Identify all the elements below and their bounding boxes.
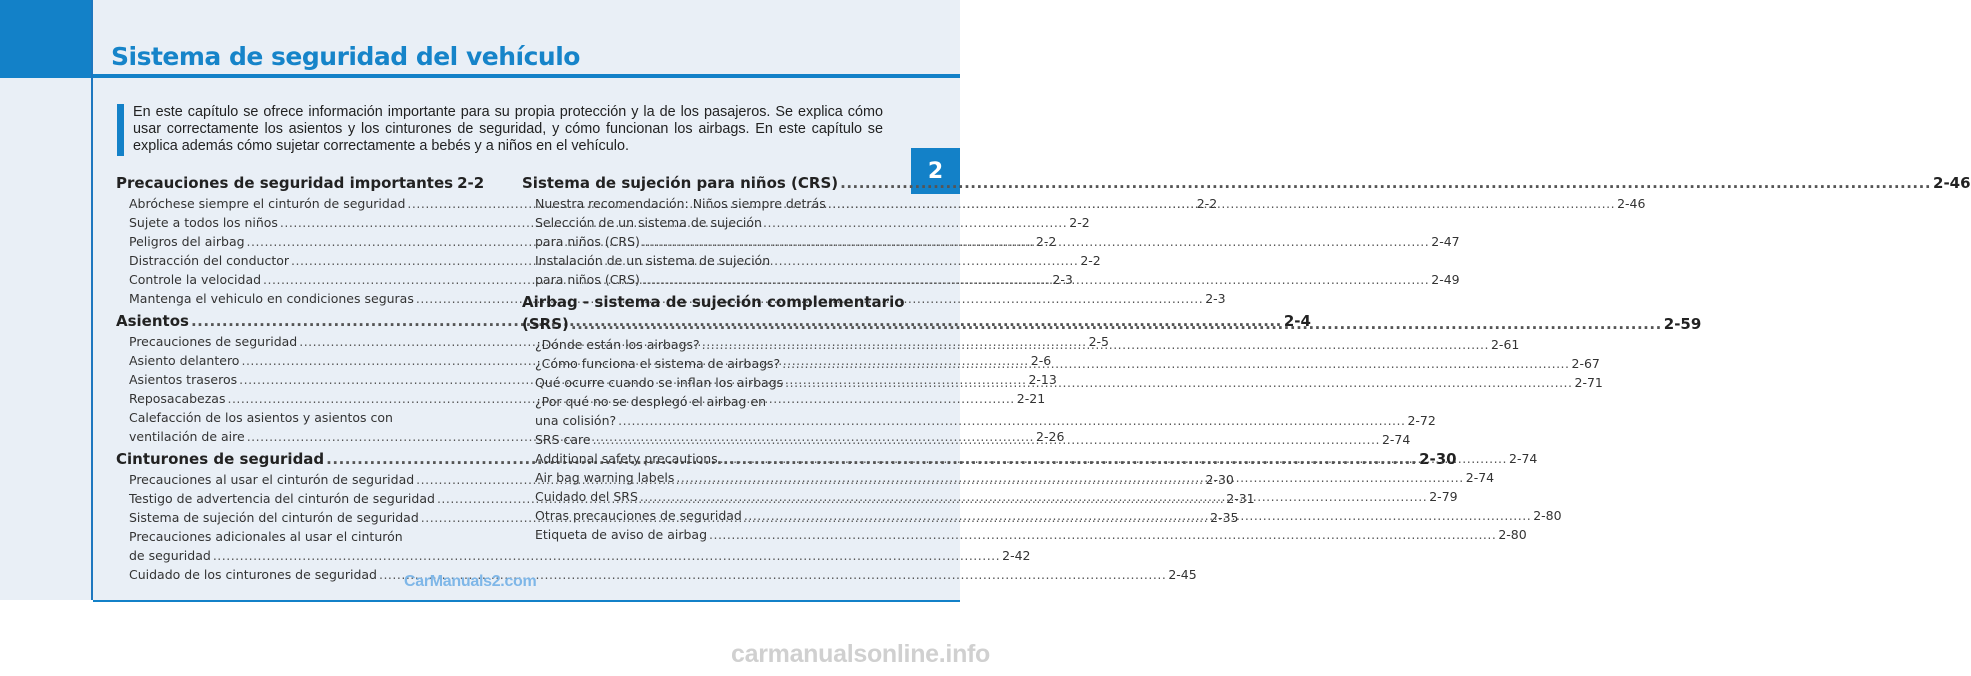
toc-entry[interactable] (522, 291, 905, 313)
toc-entry[interactable] (116, 172, 485, 194)
toc-entry[interactable] (522, 392, 886, 411)
toc-page: 2-67 (1571, 356, 1600, 371)
toc-label: Calefacción de los asientos y asientos con (129, 410, 393, 425)
toc-label: Reposacabezas (129, 391, 226, 406)
toc-page: 2-3 (1205, 291, 1226, 306)
toc-label: Precauciones de seguridad importantes (116, 174, 454, 192)
toc-page: 2-49 (1431, 272, 1460, 287)
toc-page: 2-74 (1509, 451, 1538, 466)
toc-label: de seguridad (129, 548, 211, 563)
toc-entry[interactable] (116, 408, 480, 427)
toc-label: Testigo de advertencia del cinturón de seguridad (129, 491, 435, 506)
toc-page: 2-45 (1168, 567, 1197, 582)
toc-label: Nuestra recomendación: Niños siempre detrás (535, 196, 826, 211)
toc-label: ¿Cómo funciona el sistema de airbags? (535, 356, 781, 371)
toc-entry[interactable] (522, 251, 886, 270)
toc-label: Controle la velocidad (129, 272, 262, 287)
toc-page: 2-47 (1431, 234, 1460, 249)
toc-page: 2-21 (1016, 391, 1046, 406)
toc-entry[interactable] (522, 213, 886, 232)
intro-text: En este capítulo se ofrece información importante para su propia protección y la de los pasajeros. Se explica cómo usar correctamente los asientos y los cinturones de seguridad, y cómo funcionan los airbags. En este capítulo se explica además cómo sujetar correctamente a bebés y a niños en el vehículo. (133, 104, 883, 154)
toc-page: 2-61 (1490, 337, 1520, 352)
toc-label: Asientos (116, 312, 189, 330)
toc-entry[interactable] (522, 172, 1971, 194)
toc-label: para niños (CRS) (535, 234, 640, 249)
toc-entry[interactable] (116, 546, 1031, 565)
toc-entry[interactable] (522, 411, 1436, 430)
bottom-rule (93, 600, 960, 602)
toc-page: 2-13 (1028, 372, 1057, 387)
page-title: Sistema de seguridad del vehículo (111, 42, 580, 71)
left-margin-strip (0, 0, 93, 600)
toc-page: 2-2 (1196, 196, 1218, 211)
title-rule (93, 74, 960, 78)
toc-entry[interactable] (522, 354, 1600, 373)
toc-label: Selección de un sistema de sujeción (535, 215, 762, 230)
toc-page: 2-74 (1465, 470, 1495, 485)
toc-page: 2-71 (1574, 375, 1603, 390)
toc-page: 2-46 (1617, 196, 1646, 211)
toc-label: SRS care (535, 432, 591, 447)
toc-label: Sistema de sujeción para niños (CRS) (522, 174, 839, 192)
toc-label: para niños (CRS) (535, 272, 640, 287)
toc-page: 2-30 (1205, 472, 1234, 487)
toc-label: Distracción del conductor (129, 253, 290, 268)
watermark-carmanualsonline: carmanualsonline.info (731, 640, 991, 668)
toc-label: Etiqueta de aviso de airbag (535, 527, 708, 542)
toc-label: Qué ocurre cuando se inflan los airbags (535, 375, 784, 390)
toc-label: Cinturones de seguridad (116, 450, 325, 468)
toc-page: 2-46 (1933, 174, 1971, 192)
toc-label: una colisión? (535, 413, 617, 428)
toc-label: Precauciones al usar el cinturón de seguridad (129, 472, 415, 487)
toc-entry[interactable] (116, 527, 480, 546)
toc-label: Additional safety precautions (535, 451, 718, 466)
toc-label: Abróchese siempre el cinturón de seguridad (129, 196, 406, 211)
toc-page: 2-2 (1069, 215, 1090, 230)
toc-page: 2-42 (1002, 548, 1031, 563)
toc-page: 2-59 (1663, 315, 1702, 333)
toc-page: 2-30 (1419, 450, 1457, 468)
chapter-tab[interactable]: 2 (911, 148, 960, 194)
toc-label: Cuidado del SRS (535, 489, 638, 504)
toc-page: 2-74 (1381, 432, 1411, 447)
corner-color-block (0, 0, 91, 78)
toc-label: Precauciones de seguridad (129, 334, 298, 349)
toc-page: 2-5 (1088, 334, 1109, 349)
toc-label: Asiento delantero (129, 353, 240, 368)
toc-page: 2-31 (1226, 491, 1255, 506)
toc-label: Instalación de un sistema de sujeción (535, 253, 771, 268)
toc-page: 2-26 (1036, 429, 1065, 444)
toc-label: Air bag warning labels (535, 470, 675, 485)
toc-label: ¿Por qué no se desplegó el airbag en (535, 394, 767, 409)
toc-label: Cuidado de los cinturones de seguridad (129, 567, 377, 582)
toc-page: 2-2 (1035, 234, 1057, 249)
toc-label: ¿Dónde están los airbags? (535, 337, 700, 352)
toc-label: ventilación de aire (129, 429, 245, 444)
toc-label: Sistema de sujeción del cinturón de seguridad (129, 510, 419, 525)
toc-label: Precauciones adicionales al usar el cinturón (129, 529, 403, 544)
toc-page: 2-6 (1030, 353, 1052, 368)
toc-page: 2-72 (1407, 413, 1436, 428)
toc-label: Otras precauciones de seguridad (535, 508, 742, 523)
toc-label: Peligros del airbag (129, 234, 245, 249)
toc-label: Asientos traseros (129, 372, 238, 387)
toc-label: Airbag - sistema de sujeción complementario (522, 293, 905, 311)
toc-page: 2-3 (1052, 272, 1073, 287)
watermark-carmanuals2: CarManuals2.com (404, 573, 537, 590)
toc-page: 2-80 (1533, 508, 1562, 523)
toc-page: 2-79 (1429, 489, 1458, 504)
intro-accent-bar (117, 104, 124, 156)
toc-label: Mantenga el vehiculo en condiciones seguras (129, 291, 414, 306)
toc-page: 2-4 (1283, 312, 1311, 330)
toc-label: Sujete a todos los niños (129, 215, 278, 230)
intro-paragraph (133, 104, 883, 155)
toc-page: 2-2 (457, 174, 485, 192)
toc-page: 2-80 (1498, 527, 1527, 542)
toc-entry[interactable] (522, 525, 1527, 544)
toc-label: (SRS) (522, 315, 569, 333)
toc-page: 2-2 (1080, 253, 1101, 268)
toc-page: 2-35 (1210, 510, 1239, 525)
